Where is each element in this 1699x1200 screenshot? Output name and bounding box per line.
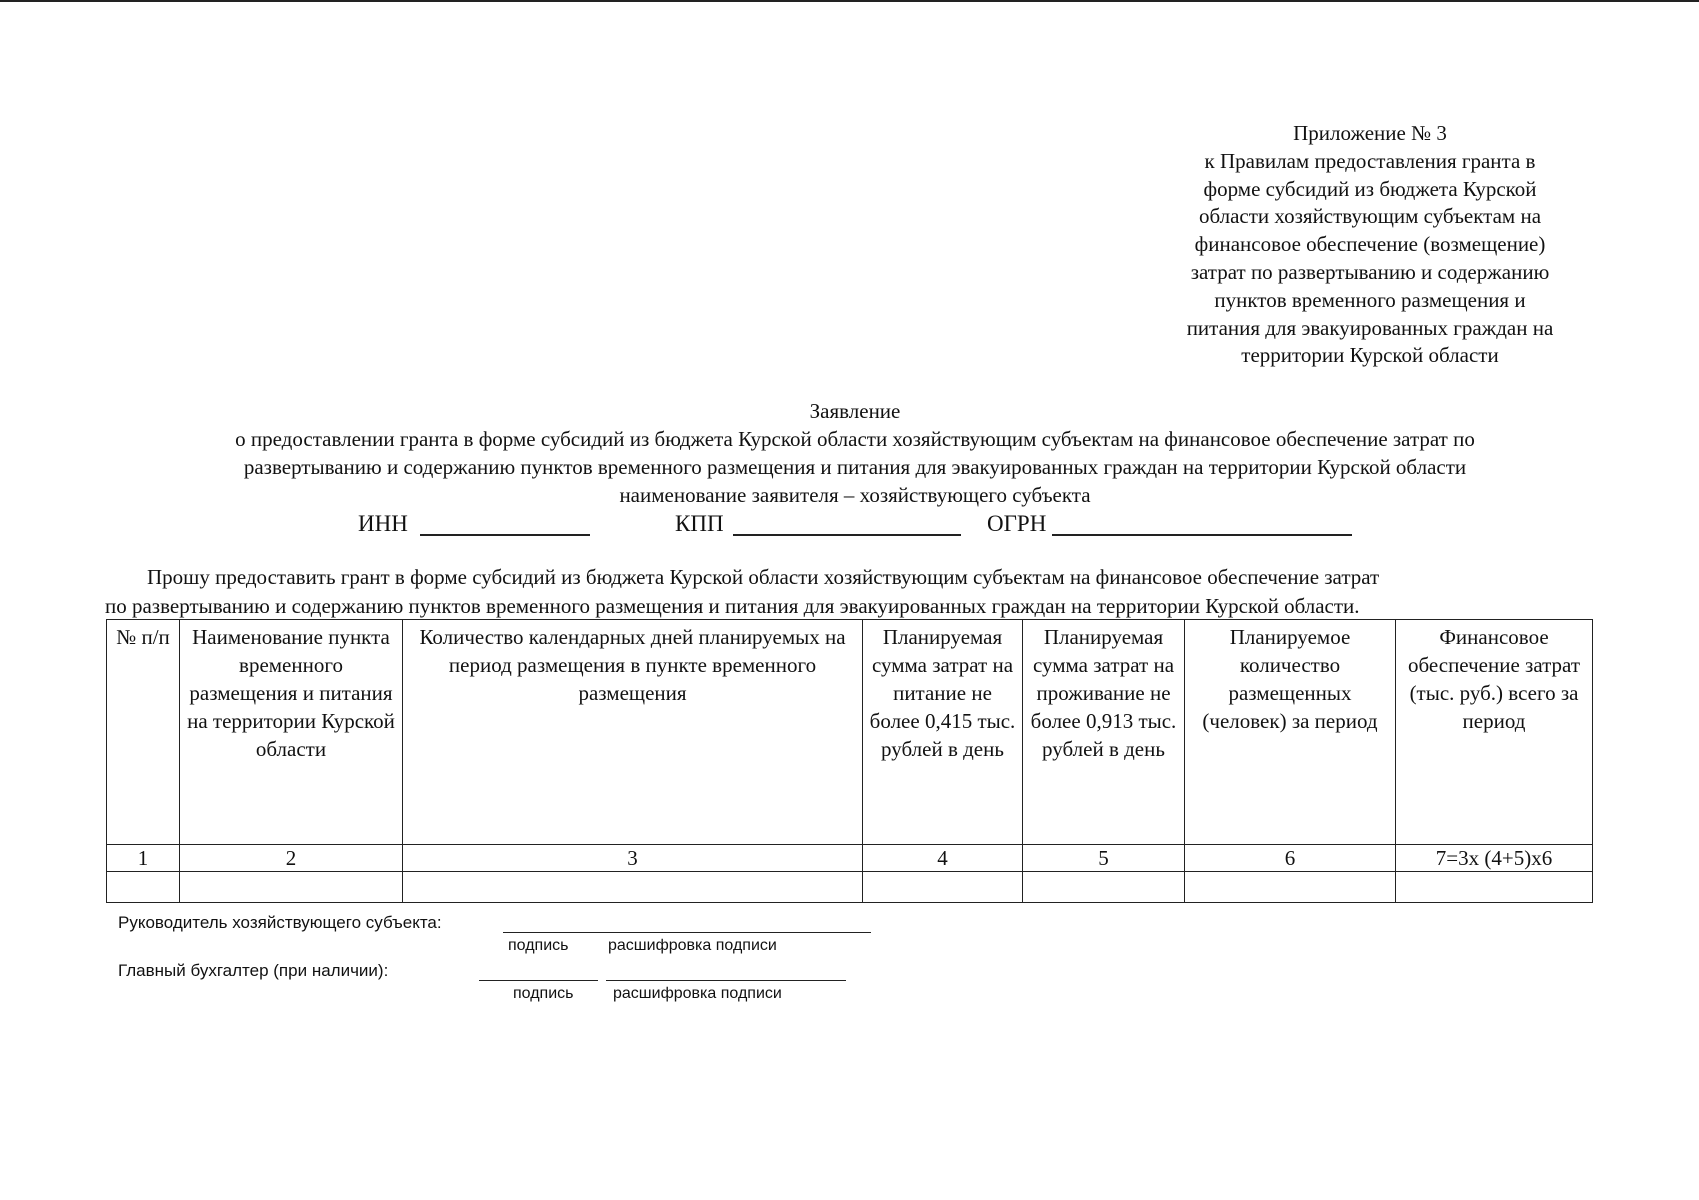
header-cell-days: Количество календарных дней планируемых на период размещения в пункте временного размещения [403, 620, 863, 845]
column-number-cell: 2 [180, 845, 403, 872]
empty-cell[interactable] [863, 872, 1023, 903]
ogrn-field-line[interactable] [1052, 534, 1352, 536]
column-number-cell: 4 [863, 845, 1023, 872]
appendix-line: территории Курской области [1241, 343, 1499, 368]
head-sign-caption: подпись [508, 937, 569, 954]
head-decode-caption: расшифровка подписи [608, 937, 777, 954]
application-heading [100, 397, 1610, 509]
appendix-line: к Правилам предоставления гранта в [1204, 148, 1536, 173]
appendix-line: Приложение № 3 [1293, 121, 1447, 145]
appendix-line: области хозяйствующим субъектам на [1198, 204, 1542, 229]
document-title: Заявление [809, 399, 901, 423]
empty-cell[interactable] [107, 872, 180, 903]
column-number-cell: 1 [107, 845, 180, 872]
grant-calculation-table [106, 619, 1593, 903]
head-signature-label: Руководитель хозяйствующего субъекта: [118, 913, 442, 932]
heading-subject-line: о предоставлении гранта в форме субсидий из бюджета Курской области хозяйствующим субъектам на финансовое обеспечение затрат по [235, 427, 1475, 451]
empty-cell[interactable] [1396, 872, 1593, 903]
appendix-line: финансовое обеспечение (возмещение) [1194, 232, 1546, 257]
accountant-signature-label: Главный бухгалтер (при наличии): [118, 961, 389, 980]
accountant-sign-caption: подпись [513, 985, 574, 1002]
appendix-note [1140, 120, 1600, 370]
column-number-cell: 6 [1185, 845, 1396, 872]
inn-label: ИНН [358, 511, 408, 536]
accountant-decode-caption: расшифровка подписи [613, 985, 782, 1002]
empty-cell[interactable] [403, 872, 863, 903]
head-signature-line[interactable] [503, 932, 871, 933]
page-top-border [0, 0, 1699, 2]
appendix-line: форме субсидий из бюджета Курской [1203, 176, 1537, 201]
table-row [107, 872, 1593, 903]
header-cell-food-cost: Планируемая сумма затрат на питание не более 0,415 тыс. рублей в день [863, 620, 1023, 845]
empty-cell[interactable] [180, 872, 403, 903]
column-number-cell: 3 [403, 845, 863, 872]
applicant-name-caption: наименование заявителя – хозяйствующего субъекта [619, 483, 1091, 507]
header-cell-housing-cost: Планируемая сумма затрат на проживание не более 0,913 тыс. рублей в день [1023, 620, 1185, 845]
ogrn-label: ОГРН [987, 511, 1047, 536]
inn-field-line[interactable] [420, 534, 590, 536]
table-column-number-row [107, 845, 1593, 872]
appendix-line: пунктов временного размещения и [1214, 287, 1526, 312]
header-cell-people-count: Планируемое количество размещенных (человек) за период [1185, 620, 1396, 845]
appendix-line: затрат по развертыванию и содержанию [1190, 259, 1550, 284]
kpp-label: КПП [675, 511, 724, 536]
request-line: Прошу предоставить грант в форме субсидий из бюджета Курской области хозяйствующим субъектам на финансовое обеспечение затрат [147, 565, 1380, 589]
table-header-row [107, 620, 1593, 845]
kpp-field-line[interactable] [733, 534, 961, 536]
column-number-cell: 7=3х (4+5)х6 [1396, 845, 1593, 872]
heading-subject-line: развертыванию и содержанию пунктов временного размещения и питания для эвакуированных граждан на территории Курской области [243, 455, 1467, 479]
empty-cell[interactable] [1185, 872, 1396, 903]
accountant-sign-line[interactable] [479, 980, 598, 981]
request-text [105, 563, 1605, 621]
empty-cell[interactable] [1023, 872, 1185, 903]
header-cell-number: № п/п [107, 620, 180, 845]
appendix-line: питания для эвакуированных граждан на [1186, 315, 1554, 340]
accountant-decode-line[interactable] [606, 980, 846, 981]
header-cell-point-name: Наименование пункта временного размещения и питания на территории Курской области [180, 620, 403, 845]
header-cell-total-funding: Финансовое обеспечение затрат (тыс. руб.) всего за период [1396, 620, 1593, 845]
column-number-cell: 5 [1023, 845, 1185, 872]
request-line: по развертыванию и содержанию пунктов временного размещения и питания для эвакуированных граждан на территории Курской области. [105, 594, 1360, 618]
